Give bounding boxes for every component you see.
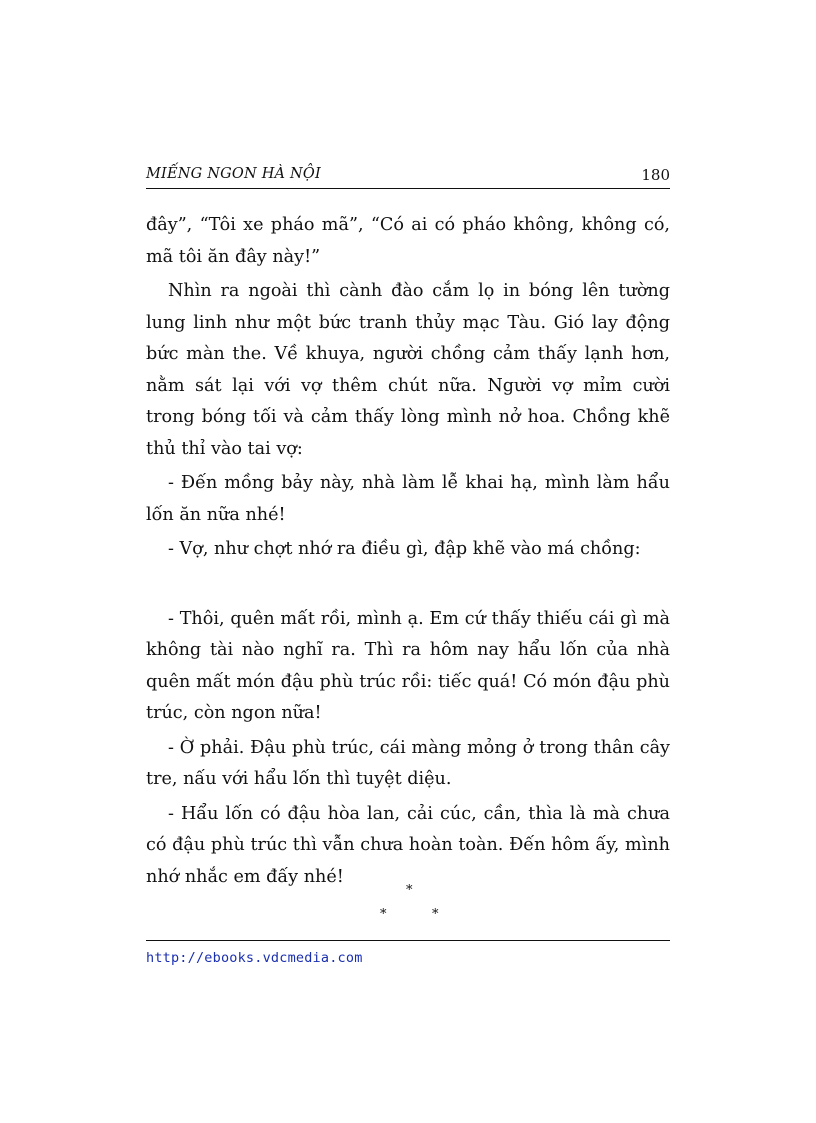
section-separator — [146, 880, 670, 924]
paragraph: - Ờ phải. Đậu phù trúc, cái màng mỏng ở trong thân cây tre, nấu với hẩu lốn thì tuyệt diệu. — [146, 737, 670, 789]
paragraph: Nhìn ra ngoài thì cành đào cắm lọ in bóng lên tường lung linh như một bức tranh thủy mạc Tàu. Gió lay động bức màn the. Về khuya, người chồng cảm thấy lạnh hơn, nằm sát lại với vợ thêm chút nữa. Người vợ mỉm cười trong bóng tối và cảm thấy lòng mình nở hoa. Chồng khẽ thủ thỉ vào tai vợ: — [146, 281, 670, 459]
page-header — [146, 164, 670, 189]
paragraph: - Thôi, quên mất rồi, mình ạ. Em cứ thấy thiếu cái gì mà không tài nào nghĩ ra. Thì ra hôm nay hẩu lốn của nhà quên mất món đậu phù trúc rồi: tiếc quá! Có món đậu phù trúc, còn ngon nữa! — [146, 608, 670, 723]
paragraph: - Đến mồng bảy này, nhà làm lễ khai hạ, mình làm hẩu lốn ăn nữa nhé! — [146, 473, 670, 525]
paragraph: - Vợ, như chợt nhớ ra điều gì, đập khẽ vào má chồng: — [168, 539, 641, 559]
running-title: MIẾNG NGON HÀ NỘI — [146, 166, 321, 182]
body-text — [146, 210, 670, 896]
footer-link[interactable]: http://ebooks.vdcmedia.com — [146, 950, 363, 966]
asterisk-icon: * — [380, 907, 387, 922]
page-number: 180 — [641, 166, 670, 184]
asterisk-icon: * — [432, 907, 439, 922]
paragraph: đây”, “Tôi xe pháo mã”, “Có ai có pháo không, không có, mã tôi ăn đây này!” — [146, 215, 670, 267]
asterisk-icon: * — [406, 883, 413, 898]
paragraph: - Hẩu lốn có đậu hòa lan, cải cúc, cần, thìa là mà chưa có đậu phù trúc thì vẫn chưa hoàn toàn. Đến hôm ấy, mình nhớ nhắc em đấy nhé! — [146, 803, 670, 887]
footer-divider — [146, 940, 670, 941]
